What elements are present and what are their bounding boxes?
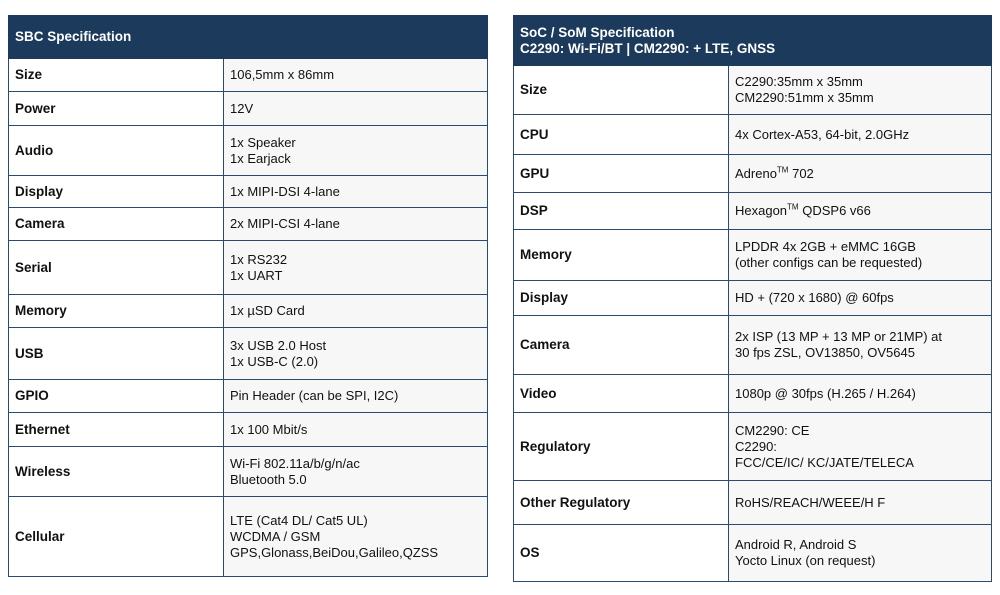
- som-key: CPU: [514, 115, 729, 155]
- sbc-key: Wireless: [9, 447, 224, 497]
- som-value: 4x Cortex-A53, 64-bit, 2.0GHz: [729, 115, 992, 155]
- sbc-value: LTE (Cat4 DL/ Cat5 UL) WCDMA / GSM GPS,Glonass,BeiDou,Galileo,QZSS: [224, 497, 488, 577]
- som-key: DSP: [514, 193, 729, 230]
- som-key: Memory: [514, 230, 729, 281]
- sbc-key: Power: [9, 92, 224, 126]
- som-key: GPU: [514, 155, 729, 193]
- sbc-value: 1x µSD Card: [224, 295, 488, 328]
- sbc-key: Audio: [9, 126, 224, 176]
- som-value: LPDDR 4x 2GB + eMMC 16GB (other configs can be requested): [729, 230, 992, 281]
- sbc-key: Size: [9, 59, 224, 92]
- sbc-key: Display: [9, 176, 224, 208]
- som-value: 1080p @ 30fps (H.265 / H.264): [729, 375, 992, 413]
- som-key: Display: [514, 281, 729, 316]
- sbc-value: 1x Speaker 1x Earjack: [224, 126, 488, 176]
- som-title: SoC / SoM Specification C2290: Wi-Fi/BT | CM2290: + LTE, GNSS: [514, 16, 992, 66]
- sbc-value: 12V: [224, 92, 488, 126]
- som-key: OS: [514, 525, 729, 582]
- sbc-title: SBC Specification: [9, 16, 488, 59]
- som-value: C2290:35mm x 35mm CM2290:51mm x 35mm: [729, 66, 992, 115]
- som-key: Camera: [514, 316, 729, 375]
- som-value: Hexagon™ QDSP6 v66: [729, 193, 992, 230]
- sbc-key: USB: [9, 328, 224, 380]
- som-key: Other Regulatory: [514, 481, 729, 525]
- sbc-key: Cellular: [9, 497, 224, 577]
- sbc-value: 2x MIPI-CSI 4-lane: [224, 208, 488, 241]
- sbc-spec-table: [8, 15, 488, 577]
- sbc-value: 106,5mm x 86mm: [224, 59, 488, 92]
- sbc-value: 3x USB 2.0 Host 1x USB-C (2.0): [224, 328, 488, 380]
- sbc-value: Pin Header (can be SPI, I2C): [224, 380, 488, 413]
- som-value: RoHS/REACH/WEEE/H F: [729, 481, 992, 525]
- sbc-value: 1x 100 Mbit/s: [224, 413, 488, 447]
- sbc-key: Serial: [9, 241, 224, 295]
- som-value: HD + (720 x 1680) @ 60fps: [729, 281, 992, 316]
- sbc-value: 1x MIPI-DSI 4-lane: [224, 176, 488, 208]
- sbc-key: GPIO: [9, 380, 224, 413]
- som-key: Regulatory: [514, 413, 729, 481]
- som-value: 2x ISP (13 MP + 13 MP or 21MP) at 30 fps ZSL, OV13850, OV5645: [729, 316, 992, 375]
- som-spec-table: [513, 15, 992, 582]
- sbc-key: Camera: [9, 208, 224, 241]
- sbc-key: Memory: [9, 295, 224, 328]
- som-key: Size: [514, 66, 729, 115]
- som-value: Adreno™ 702: [729, 155, 992, 193]
- som-value: Android R, Android S Yocto Linux (on request): [729, 525, 992, 582]
- som-value: CM2290: CE C2290: FCC/CE/IC/ KC/JATE/TELECA: [729, 413, 992, 481]
- sbc-key: Ethernet: [9, 413, 224, 447]
- som-key: Video: [514, 375, 729, 413]
- sbc-value: Wi-Fi 802.11a/b/g/n/ac Bluetooth 5.0: [224, 447, 488, 497]
- sbc-value: 1x RS232 1x UART: [224, 241, 488, 295]
